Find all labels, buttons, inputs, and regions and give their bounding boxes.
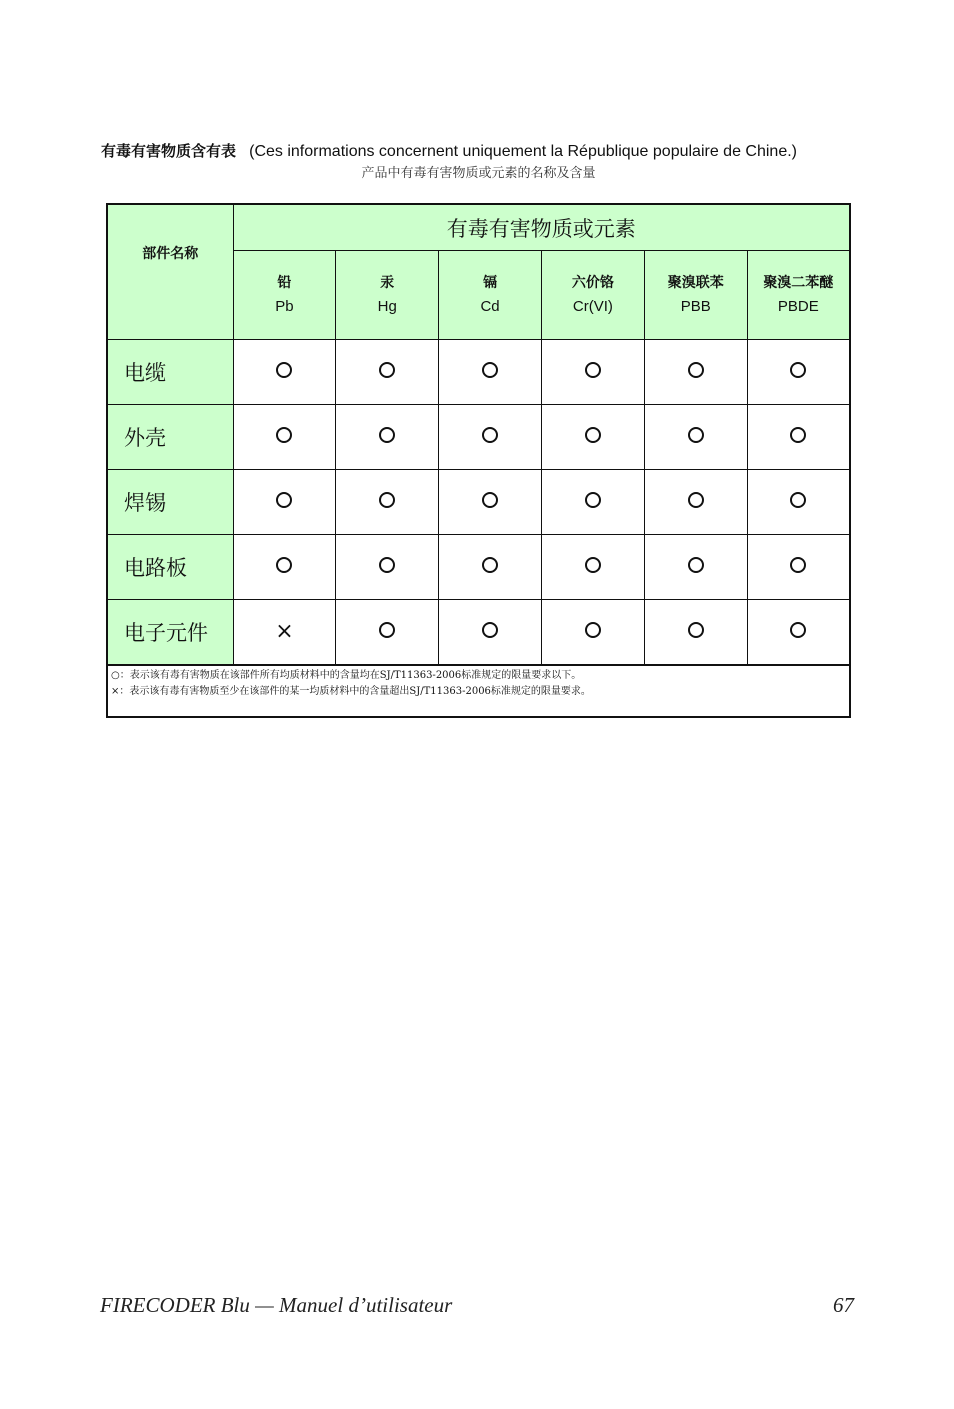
substance-cell — [439, 340, 542, 405]
substance-cell — [336, 535, 439, 600]
compliant-circle-mark — [379, 492, 395, 508]
substance-cell — [541, 405, 644, 470]
table-row — [107, 600, 850, 666]
substance-symbol: PBB — [680, 298, 711, 316]
substance-chinese-name: 六价铬 — [571, 275, 614, 292]
substance-symbol: Cd — [480, 298, 500, 316]
part-name: 焊锡 — [107, 470, 233, 535]
table-row — [107, 405, 850, 470]
substance-chinese-name: 铅 — [277, 275, 292, 292]
legend-notes — [107, 665, 850, 717]
substance-header-pbb — [644, 251, 747, 340]
compliant-circle-mark — [790, 427, 806, 443]
table-row — [107, 535, 850, 600]
substance-cell — [336, 340, 439, 405]
compliant-circle-mark — [688, 492, 704, 508]
compliant-circle-mark — [790, 492, 806, 508]
compliant-circle-mark — [482, 362, 498, 378]
substance-header-crvi — [541, 251, 644, 340]
part-name: 电缆 — [107, 340, 233, 405]
compliant-circle-mark — [482, 492, 498, 508]
substance-cell — [439, 535, 542, 600]
substance-cell — [336, 405, 439, 470]
substance-symbol: Hg — [377, 298, 397, 316]
compliant-circle-mark — [379, 557, 395, 573]
part-name: 电子元件 — [107, 600, 233, 666]
compliant-circle-mark — [688, 362, 704, 378]
compliant-circle-mark — [379, 362, 395, 378]
substance-cell — [541, 470, 644, 535]
compliant-circle-mark — [379, 622, 395, 638]
substance-cell — [644, 535, 747, 600]
part-name: 外壳 — [107, 405, 233, 470]
footer-title: FIRECODER Blu — Manuel d’utilisateur — [100, 1293, 453, 1317]
heading-chinese: 有毒有害物质含有表 — [101, 142, 237, 160]
compliant-circle-mark — [379, 427, 395, 443]
compliant-circle-mark — [585, 622, 601, 638]
compliant-circle-mark — [482, 622, 498, 638]
legend-note: ×：表示该有毒有害物质至少在该部件的某一均质材料中的含量超出SJ/T11363-2006标准规定的限量要求。 — [111, 686, 591, 697]
substance-cell — [644, 470, 747, 535]
substance-cell — [747, 535, 850, 600]
substance-symbol: PBDE — [777, 298, 819, 316]
page-number: 67 — [833, 1293, 854, 1317]
compliant-circle-mark — [790, 362, 806, 378]
substance-header-cd — [439, 251, 542, 340]
substance-cell — [233, 405, 336, 470]
substance-cell — [747, 405, 850, 470]
substance-cell — [439, 405, 542, 470]
substance-cell — [541, 600, 644, 666]
substance-symbol: Cr(VI) — [572, 298, 613, 316]
substance-cell — [644, 405, 747, 470]
substance-cell — [747, 340, 850, 405]
table-row — [107, 340, 850, 405]
substance-cell — [233, 600, 336, 666]
substance-chinese-name: 镉 — [483, 275, 498, 292]
part-name-header: 部件名称 — [107, 204, 233, 340]
page-heading — [101, 141, 861, 162]
compliant-circle-mark — [585, 492, 601, 508]
compliant-circle-mark — [585, 557, 601, 573]
heading-french: (Ces informations concernent uniquement la République populaire de Chine.) — [249, 143, 797, 160]
compliant-circle-mark — [276, 557, 292, 573]
substance-chinese-name: 聚溴二苯醚 — [763, 275, 834, 292]
substance-cell — [747, 600, 850, 666]
compliant-circle-mark — [790, 557, 806, 573]
substance-cell — [644, 600, 747, 666]
substance-cell — [541, 340, 644, 405]
compliant-circle-mark — [688, 557, 704, 573]
table-caption: 产品中有毒有害物质或元素的名称及含量 — [361, 166, 596, 181]
substance-header-pbde — [747, 251, 850, 340]
substance-cell — [439, 600, 542, 666]
compliant-circle-mark — [276, 427, 292, 443]
compliant-circle-mark — [585, 362, 601, 378]
substance-cell — [336, 600, 439, 666]
substance-symbol: Pb — [275, 298, 294, 316]
table-row — [107, 470, 850, 535]
substance-cell — [233, 470, 336, 535]
compliant-circle-mark — [688, 427, 704, 443]
compliant-circle-mark — [482, 557, 498, 573]
substance-cell — [336, 470, 439, 535]
substance-cell — [233, 340, 336, 405]
hazardous-substances-table — [106, 203, 851, 718]
substance-header-pb — [233, 251, 336, 340]
part-name: 电路板 — [107, 535, 233, 600]
compliant-circle-mark — [276, 362, 292, 378]
compliant-circle-mark — [688, 622, 704, 638]
compliant-circle-mark — [790, 622, 806, 638]
substance-cell — [541, 535, 644, 600]
substance-cell — [644, 340, 747, 405]
substance-group-header: 有毒有害物质或元素 — [233, 204, 850, 251]
legend-note: ○：表示该有毒有害物质在该部件所有均质材料中的含量均在SJ/T11363-2006标准规定的限量要求以下。 — [111, 670, 582, 681]
compliant-circle-mark — [585, 427, 601, 443]
substance-chinese-name: 汞 — [380, 275, 395, 292]
substance-cell — [747, 470, 850, 535]
substance-header-hg — [336, 251, 439, 340]
compliant-circle-mark — [276, 492, 292, 508]
substance-chinese-name: 聚溴联苯 — [667, 275, 724, 292]
compliant-circle-mark — [482, 427, 498, 443]
substance-cell — [233, 535, 336, 600]
substance-cell — [439, 470, 542, 535]
notes-row — [107, 665, 850, 717]
exceeds-cross-mark: × — [275, 619, 294, 644]
